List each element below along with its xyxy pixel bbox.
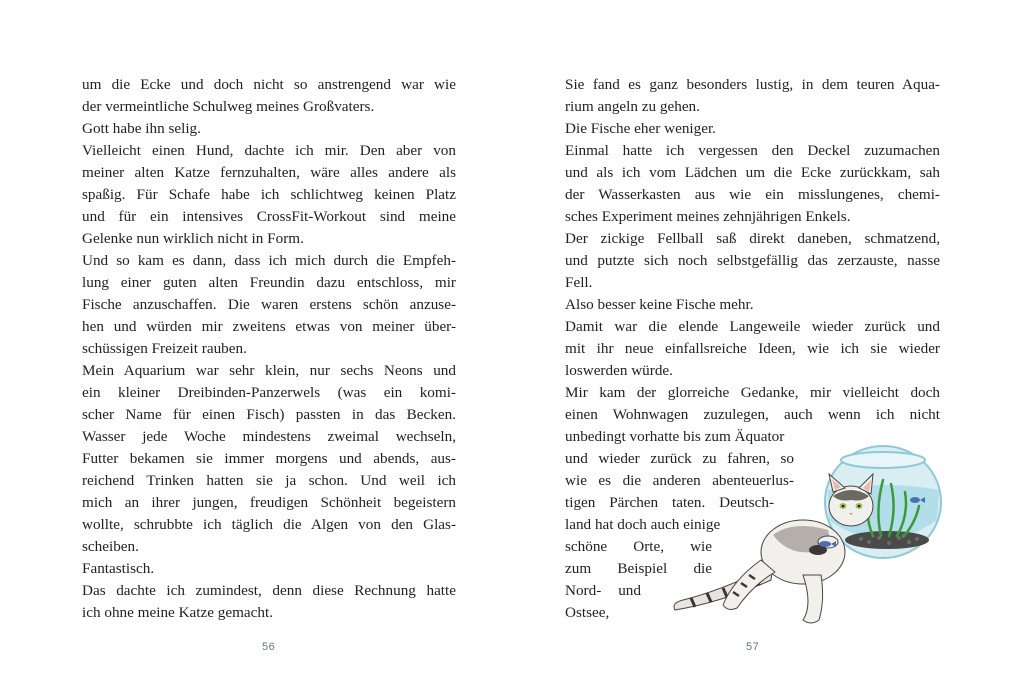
page-number-left: 56 bbox=[262, 641, 276, 653]
left-text-line: der vermeintliche Schulweg meines Großvaters. bbox=[82, 98, 375, 115]
left-text-line: spaßig. Für Schafe habe ich schlichtweg keinen Platz bbox=[82, 186, 456, 203]
left-text-line: ich ohne meine Katze gemacht. bbox=[82, 604, 274, 621]
left-text-line: ein kleiner Dreibinden-Panzerwels (was ein komi- bbox=[82, 384, 456, 401]
left-text-line: und für ein intensives CrossFit-Workout sind meine bbox=[82, 208, 456, 225]
left-text-line: Das dachte ich zumindest, denn diese Rechnung hatte bbox=[82, 582, 456, 599]
right-text-line: unbedingt vorhatte bis zum Äquator bbox=[565, 428, 785, 445]
left-text-line: Futter bekamen sie immer morgens und abends, aus- bbox=[82, 450, 456, 467]
left-text-line: Mein Aquarium war sehr klein, nur sechs Neons und bbox=[82, 362, 456, 379]
right-text-line: wie es die anderen abenteuerlus- bbox=[565, 472, 794, 489]
left-text-line: Gott habe ihn selig. bbox=[82, 120, 201, 137]
cat-image bbox=[674, 474, 873, 623]
left-page-text bbox=[82, 74, 456, 624]
page-number-right: 57 bbox=[746, 641, 760, 653]
left-text-line: lung einer guten alten Freundin dazu entschloss, mir bbox=[82, 274, 456, 291]
right-text-line: mit ihr neue einfallsreiche Ideen, wie ich sie wieder bbox=[565, 340, 940, 357]
left-text-line: Wasser jede Woche mindestens zweimal wechseln, bbox=[82, 428, 456, 445]
right-text-line: land hat doch auch einige bbox=[565, 516, 721, 533]
right-text-line: Die Fische eher weniger. bbox=[565, 120, 716, 137]
left-text-line: hen und würden mir zweitens etwas von meiner über- bbox=[82, 318, 456, 335]
right-text-line: Der zickige Fellball saß direkt daneben, schmatzend, bbox=[565, 230, 940, 247]
right-text-line: zum Beispiel die bbox=[565, 560, 712, 577]
right-text-line: Sie fand es ganz besonders lustig, in dem teuren Aqua- bbox=[565, 76, 940, 93]
left-text-line: Fische anzuschaffen. Die waren erstens schön anzuse- bbox=[82, 296, 456, 313]
left-text-line: Vielleicht einen Hund, dachte ich mir. Den aber von bbox=[82, 142, 456, 159]
right-text-line: Also besser keine Fische mehr. bbox=[565, 296, 754, 313]
left-text-line: Und so kam es dann, dass ich mich durch die Empfeh- bbox=[82, 252, 456, 269]
right-text-line: Ostsee, bbox=[565, 604, 610, 621]
right-text-line: rium angeln zu gehen. bbox=[565, 98, 700, 115]
left-text-line: reichend Trinken hatten sie ja schon. Und weil ich bbox=[82, 472, 456, 489]
right-text-line: der Wasserkasten aus wie ein misslungenes, chemi- bbox=[565, 186, 940, 203]
left-text-line: scheiben. bbox=[82, 538, 139, 555]
right-text-line: einen Wohnwagen zuzulegen, auch wenn ich nicht bbox=[565, 406, 940, 423]
right-text-line: Fell. bbox=[565, 274, 593, 291]
left-text-line: scher Name für einen Fisch) passten in das Becken. bbox=[82, 406, 456, 423]
left-text-line: schüssigen Freizeit rauben. bbox=[82, 340, 247, 357]
right-text-line: loswerden würde. bbox=[565, 362, 673, 379]
right-text-line: Einmal hatte ich vergessen den Deckel zuzumachen bbox=[565, 142, 940, 159]
left-text-line: um die Ecke und doch nicht so anstrengend war wie bbox=[82, 76, 456, 93]
right-text-line: Nord- und bbox=[565, 582, 641, 599]
right-text-line: und wieder zurück zu fahren, so bbox=[565, 450, 794, 467]
right-text-line: schöne Orte, wie bbox=[565, 538, 712, 555]
right-text-line: Mir kam der glorreiche Gedanke, mir vielleicht doch bbox=[565, 384, 940, 401]
right-text-line: tigen Pärchen taten. Deutsch- bbox=[565, 494, 774, 511]
left-text-line: Gelenke nun wirklich nicht in Form. bbox=[82, 230, 304, 247]
right-page bbox=[510, 0, 1020, 692]
left-text-line: mich an ihrer jungen, freudigen Schönheit begeistern bbox=[82, 494, 456, 511]
cat-fishbowl-illustration bbox=[653, 440, 953, 630]
right-text-line: Damit war die elende Langeweile wieder zurück und bbox=[565, 318, 940, 335]
right-text-line: und putzte sich noch selbstgefällig das zerzauste, nasse bbox=[565, 252, 940, 269]
left-text-line: wollte, schrubbte ich täglich die Algen von den Glas- bbox=[82, 516, 456, 533]
left-text-line: Fantastisch. bbox=[82, 560, 155, 577]
right-text-line: und als ich vom Lädchen um die Ecke zurückkam, sah bbox=[565, 164, 940, 181]
right-text-line: sches Experiment meines zehnjährigen Enkels. bbox=[565, 208, 851, 225]
left-text-line: meiner alten Katze fernzuhalten, wäre alles andere als bbox=[82, 164, 456, 181]
